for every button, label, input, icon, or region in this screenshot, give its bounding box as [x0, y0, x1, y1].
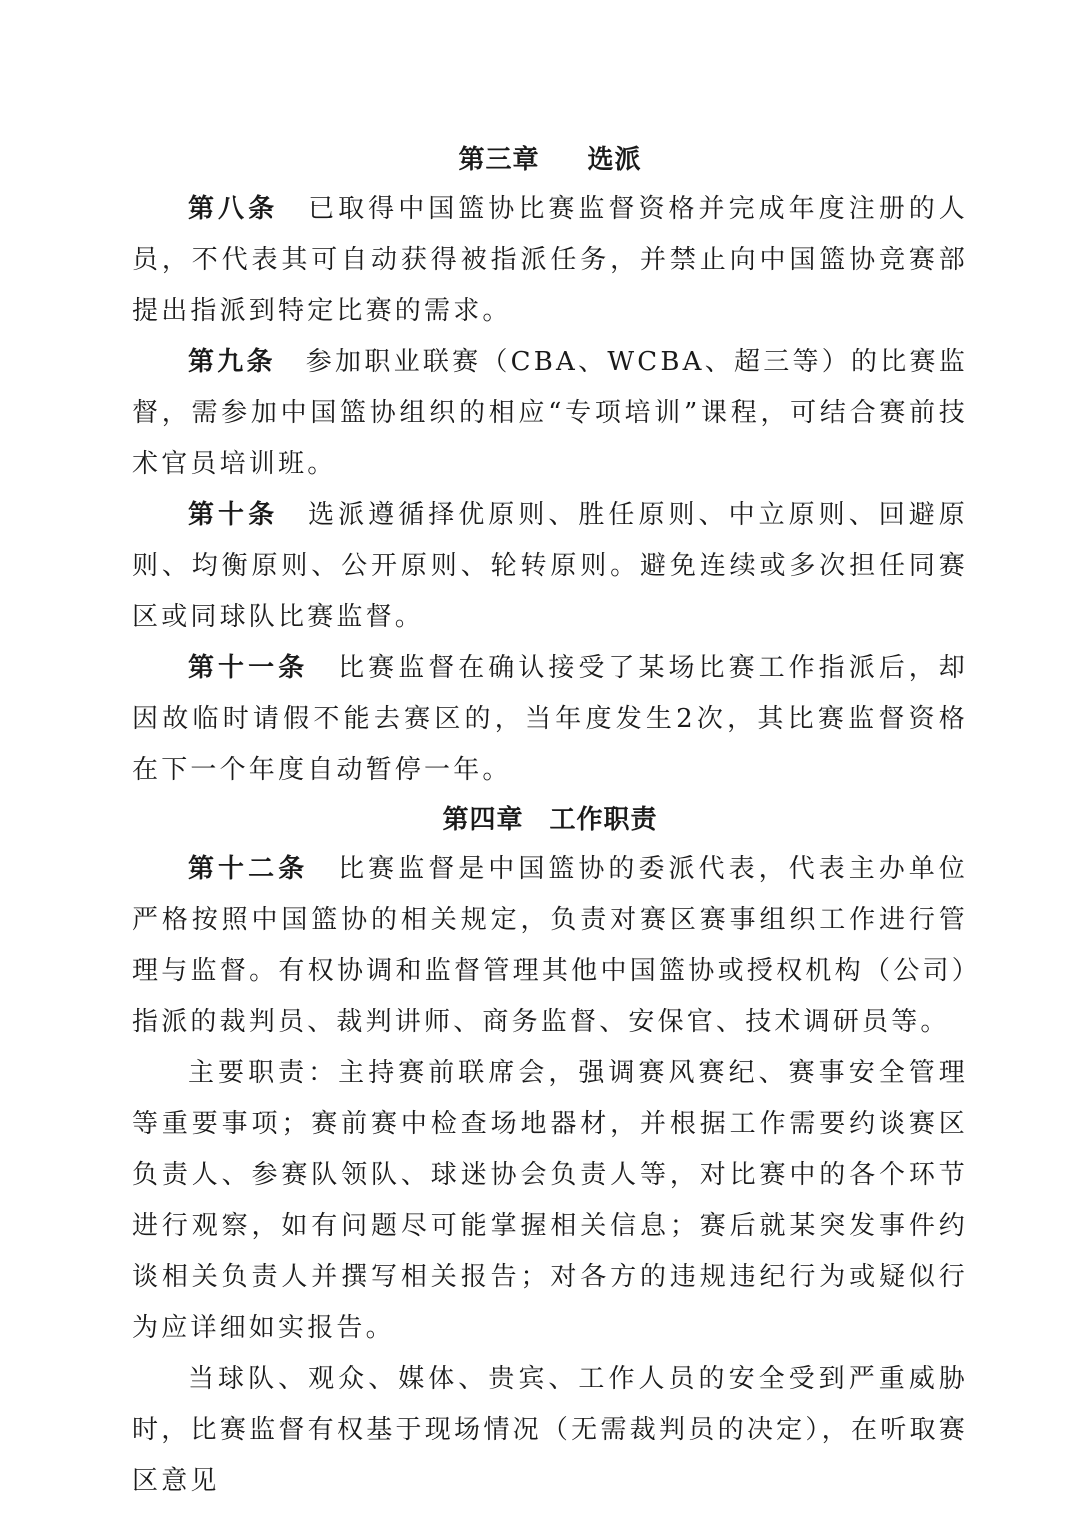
article-label: 第九条: [188, 347, 276, 377]
article-text: 比赛监督在确认接受了某场比赛工作指派后，却因故临时请假不能去赛区的，当年度发生2次，其比赛监督资格在下一个年度自动暂停一年。: [132, 653, 968, 785]
article-paragraph: [132, 643, 968, 796]
body-paragraph: 主要职责：主持赛前联席会，强调赛风赛纪、赛事安全管理等重要事项；赛前赛中检查场地器材，并根据工作需要约谈赛区负责人、参赛队领队、球迷协会负责人等，对比赛中的各个环节进行观察，如有问题尽可能掌握相关信息；赛后就某突发事件约谈相关负责人并撰写相关报告；对各方的违规违纪行为或疑似行为应详细如实报告。: [132, 1058, 968, 1343]
article-paragraph: [132, 337, 968, 490]
chapter-title: 工作职责: [549, 805, 658, 835]
chapter-heading: [132, 136, 968, 184]
article-paragraph: [132, 184, 968, 337]
article-text: 比赛监督是中国篮协的委派代表，代表主办单位严格按照中国篮协的相关规定，负责对赛区赛事组织工作进行管理与监督。有权协调和监督管理其他中国篮协或授权机构（公司）指派的裁判员、裁判讲师、商务监督、安保官、技术调研员等。: [132, 854, 968, 1037]
document-page: [132, 136, 968, 1507]
article-text: 参加职业联赛（CBA、WCBA、超三等）的比赛监督，需参加中国篮协组织的相应“专项培训”课程，可结合赛前技术官员培训班。: [132, 347, 968, 479]
chapter-heading: [132, 796, 968, 844]
article-paragraph: [132, 844, 968, 1048]
chapter-number: 第三章: [458, 145, 540, 175]
article-text: 选派遵循择优原则、胜任原则、中立原则、回避原则、均衡原则、公开原则、轮转原则。避免连续或多次担任同赛区或同球队比赛监督。: [132, 500, 968, 632]
chapter-number: 第四章: [442, 805, 524, 835]
article-label: 第八条: [188, 194, 279, 224]
article-paragraph: [132, 490, 968, 643]
article-label: 第十条: [188, 500, 279, 530]
chapter-title: 选派: [587, 145, 642, 175]
article-label: 第十二条: [188, 854, 309, 884]
body-paragraph: 当球队、观众、媒体、贵宾、工作人员的安全受到严重威胁时，比赛监督有权基于现场情况（无需裁判员的决定），在听取赛区意见: [132, 1364, 968, 1496]
article-text: 已取得中国篮协比赛监督资格并完成年度注册的人员，不代表其可自动获得被指派任务，并禁止向中国篮协竞赛部提出指派到特定比赛的需求。: [132, 194, 968, 326]
article-label: 第十一条: [188, 653, 309, 683]
